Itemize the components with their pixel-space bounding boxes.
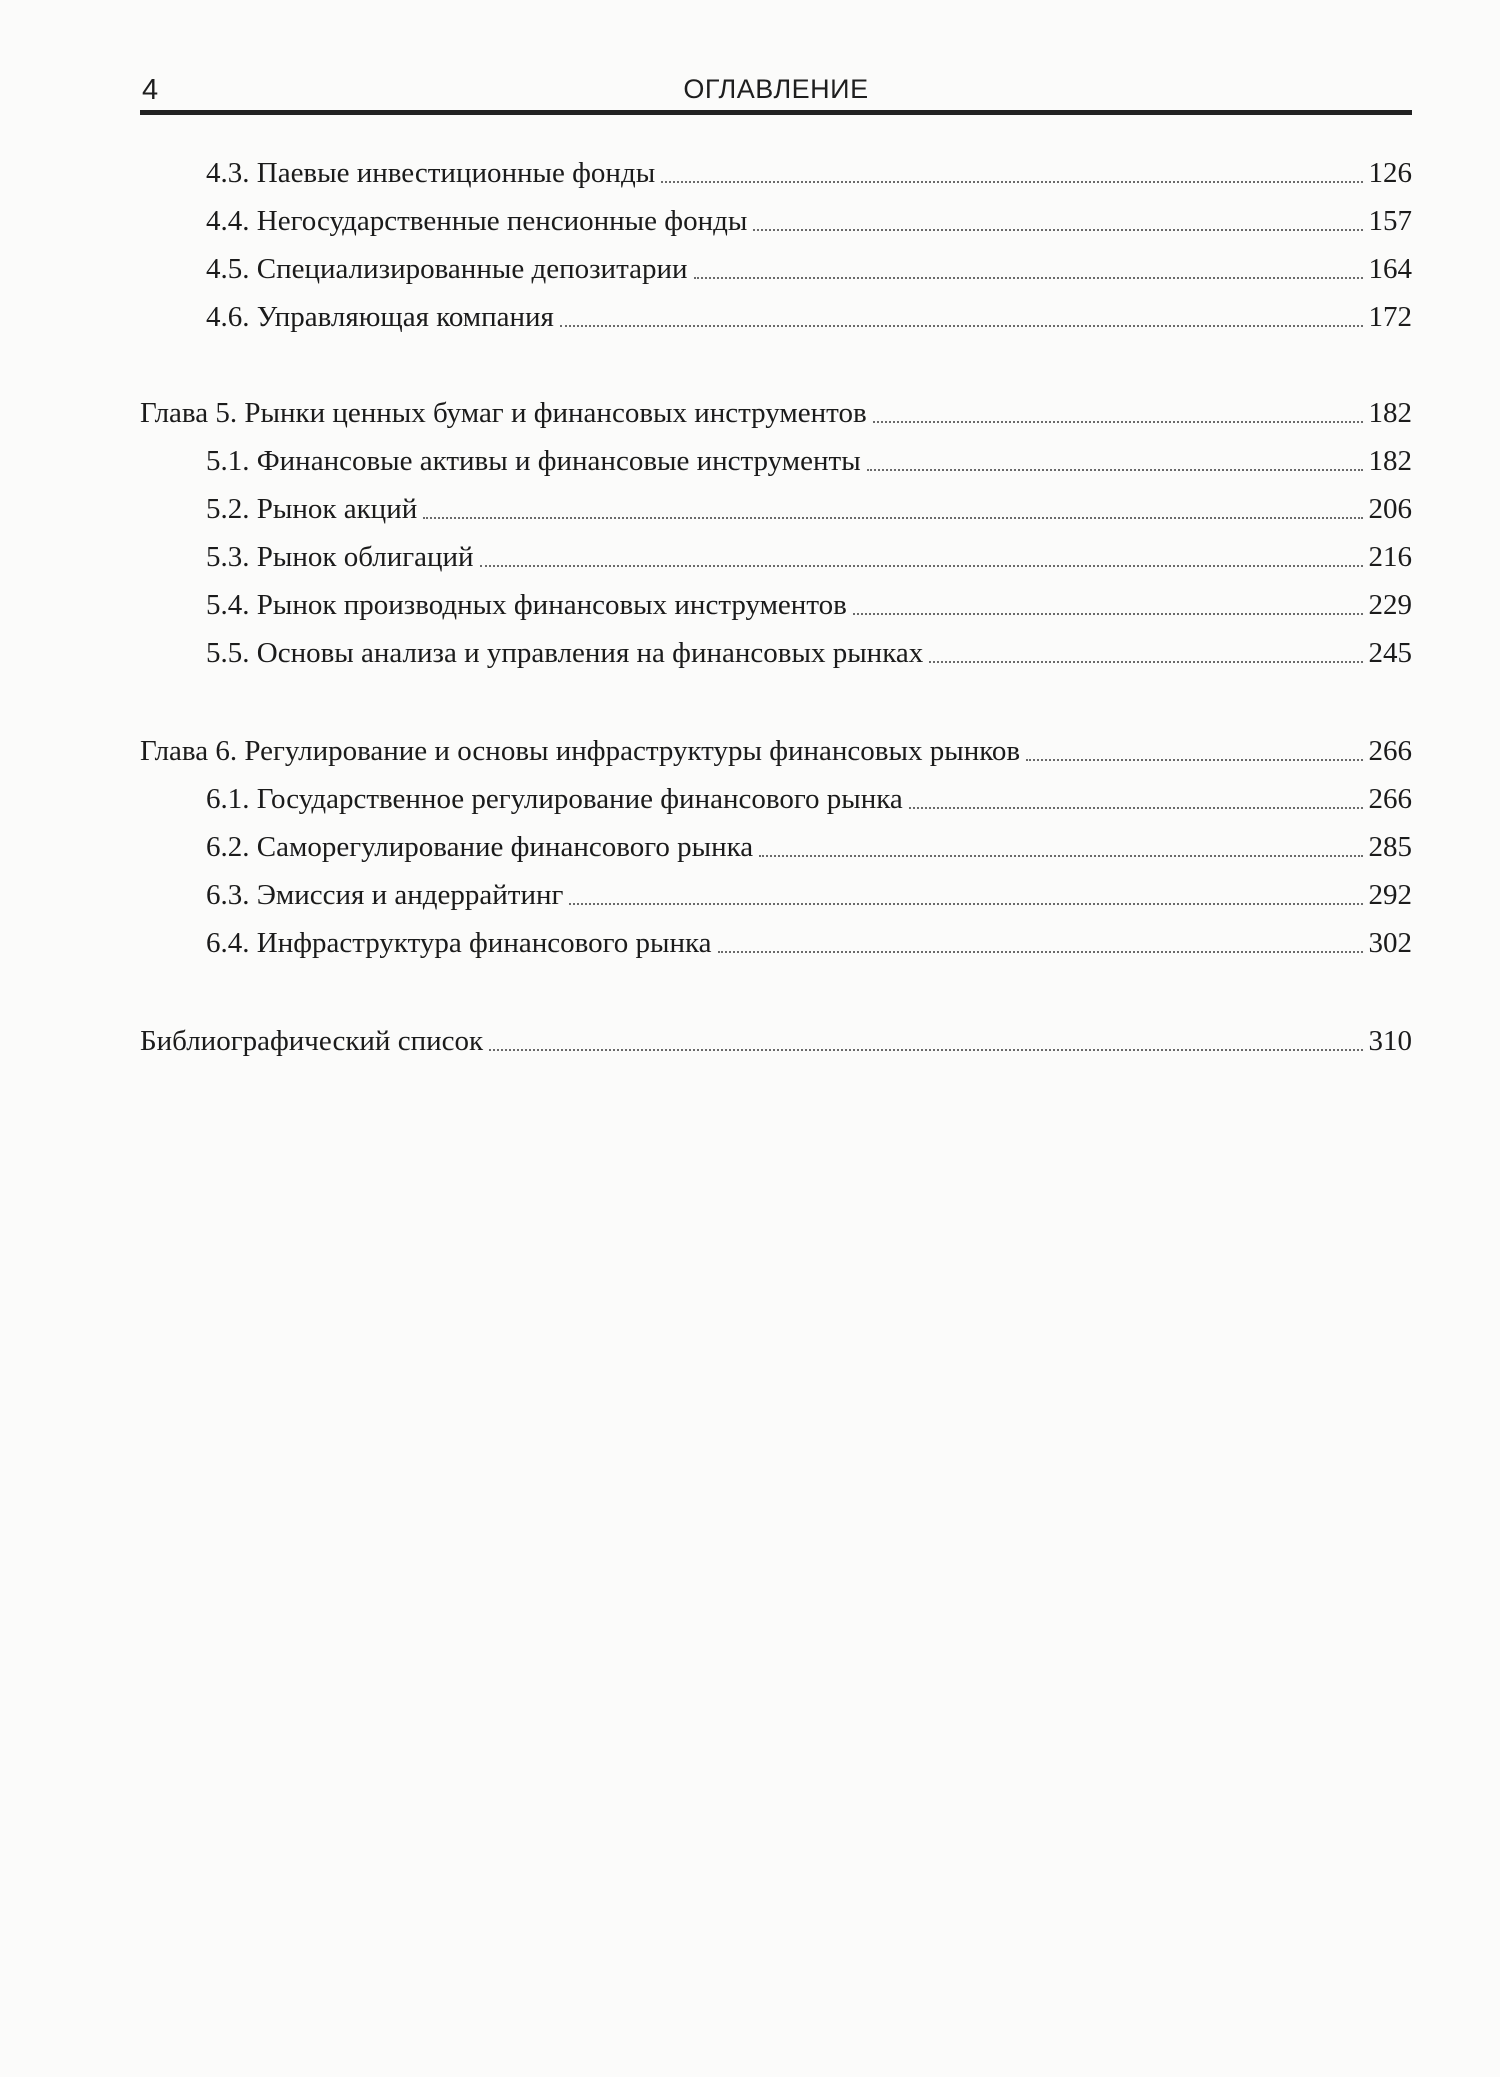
toc-entry bbox=[206, 824, 1412, 864]
dot-leader bbox=[480, 565, 1363, 567]
toc-entry-page: 292 bbox=[1368, 879, 1412, 911]
toc-entry-page: 229 bbox=[1368, 589, 1412, 621]
toc-entry-title: 4.4. Негосударственные пенсионные фонды bbox=[206, 205, 748, 237]
toc-entry-title: 6.1. Государственное регулирование финансового рынка bbox=[206, 783, 903, 815]
toc-entry-title: 5.5. Основы анализа и управления на финансовых рынках bbox=[206, 637, 924, 669]
dot-leader bbox=[560, 325, 1363, 327]
toc-entry bbox=[206, 872, 1412, 912]
running-title: ОГЛАВЛЕНИЕ bbox=[683, 74, 869, 104]
dot-leader bbox=[867, 469, 1363, 471]
dot-leader bbox=[718, 951, 1363, 953]
dot-leader bbox=[694, 277, 1363, 279]
header-rule bbox=[140, 110, 1412, 115]
dot-leader bbox=[753, 229, 1362, 231]
toc-entry bbox=[206, 534, 1412, 574]
toc-entry-page: 266 bbox=[1368, 783, 1412, 815]
page-number: 4 bbox=[142, 74, 159, 106]
toc-entry-page: 216 bbox=[1368, 541, 1412, 573]
toc-entry bbox=[206, 582, 1412, 622]
toc-entry-title: 5.2. Рынок акций bbox=[206, 493, 418, 525]
dot-leader bbox=[489, 1049, 1362, 1051]
toc-entry-title: Глава 5. Рынки ценных бумаг и финансовых инструментов bbox=[140, 397, 867, 429]
toc-entry-title: 5.3. Рынок облигаций bbox=[206, 541, 474, 573]
dot-leader bbox=[909, 807, 1363, 809]
toc-entry-title: 5.4. Рынок производных финансовых инструментов bbox=[206, 589, 847, 621]
toc-entry-page: 285 bbox=[1368, 831, 1412, 863]
toc-chapter bbox=[140, 1018, 1412, 1058]
toc-entry-title: 6.4. Инфраструктура финансового рынка bbox=[206, 927, 712, 959]
toc-entry-title: 6.2. Саморегулирование финансового рынка bbox=[206, 831, 754, 863]
toc-entry-page: 302 bbox=[1368, 927, 1412, 959]
toc-entry-title: 4.6. Управляющая компания bbox=[206, 301, 554, 333]
toc-entry bbox=[206, 920, 1412, 960]
toc-entry-page: 164 bbox=[1368, 253, 1412, 285]
toc-entry-title: Глава 6. Регулирование и основы инфраструктуры финансовых рынков bbox=[140, 735, 1021, 767]
toc-entry bbox=[206, 438, 1412, 478]
toc-entry bbox=[206, 150, 1412, 190]
toc-entry-title: Библиографический список bbox=[140, 1025, 484, 1057]
toc-entry bbox=[206, 246, 1412, 286]
toc-entry-page: 157 bbox=[1368, 205, 1412, 237]
toc-entry-title: 6.3. Эмиссия и андеррайтинг bbox=[206, 879, 564, 911]
dot-leader bbox=[423, 517, 1362, 519]
toc-entry-title: 5.1. Финансовые активы и финансовые инструменты bbox=[206, 445, 861, 477]
toc-entry bbox=[206, 486, 1412, 526]
toc-entry bbox=[206, 198, 1412, 238]
dot-leader bbox=[873, 421, 1363, 423]
toc-entry bbox=[206, 776, 1412, 816]
running-header bbox=[140, 70, 1412, 114]
dot-leader bbox=[759, 855, 1362, 857]
dot-leader bbox=[569, 903, 1362, 905]
toc-entry-page: 206 bbox=[1368, 493, 1412, 525]
toc-entry-page: 245 bbox=[1368, 637, 1412, 669]
toc-entry bbox=[206, 294, 1412, 334]
dot-leader bbox=[1026, 759, 1362, 761]
toc-entry bbox=[206, 630, 1412, 670]
dot-leader bbox=[853, 613, 1363, 615]
toc-chapter bbox=[140, 390, 1412, 430]
toc-entry-page: 266 bbox=[1368, 735, 1412, 767]
dot-leader bbox=[661, 181, 1362, 183]
toc-entry-title: 4.3. Паевые инвестиционные фонды bbox=[206, 157, 656, 189]
toc-chapter bbox=[140, 728, 1412, 768]
toc-entry-page: 126 bbox=[1368, 157, 1412, 189]
toc-entry-page: 182 bbox=[1368, 397, 1412, 429]
toc-entry-page: 310 bbox=[1368, 1025, 1412, 1057]
toc-entry-page: 182 bbox=[1368, 445, 1412, 477]
toc-entry-title: 4.5. Специализированные депозитарии bbox=[206, 253, 688, 285]
dot-leader bbox=[929, 661, 1362, 663]
toc-entry-page: 172 bbox=[1368, 301, 1412, 333]
